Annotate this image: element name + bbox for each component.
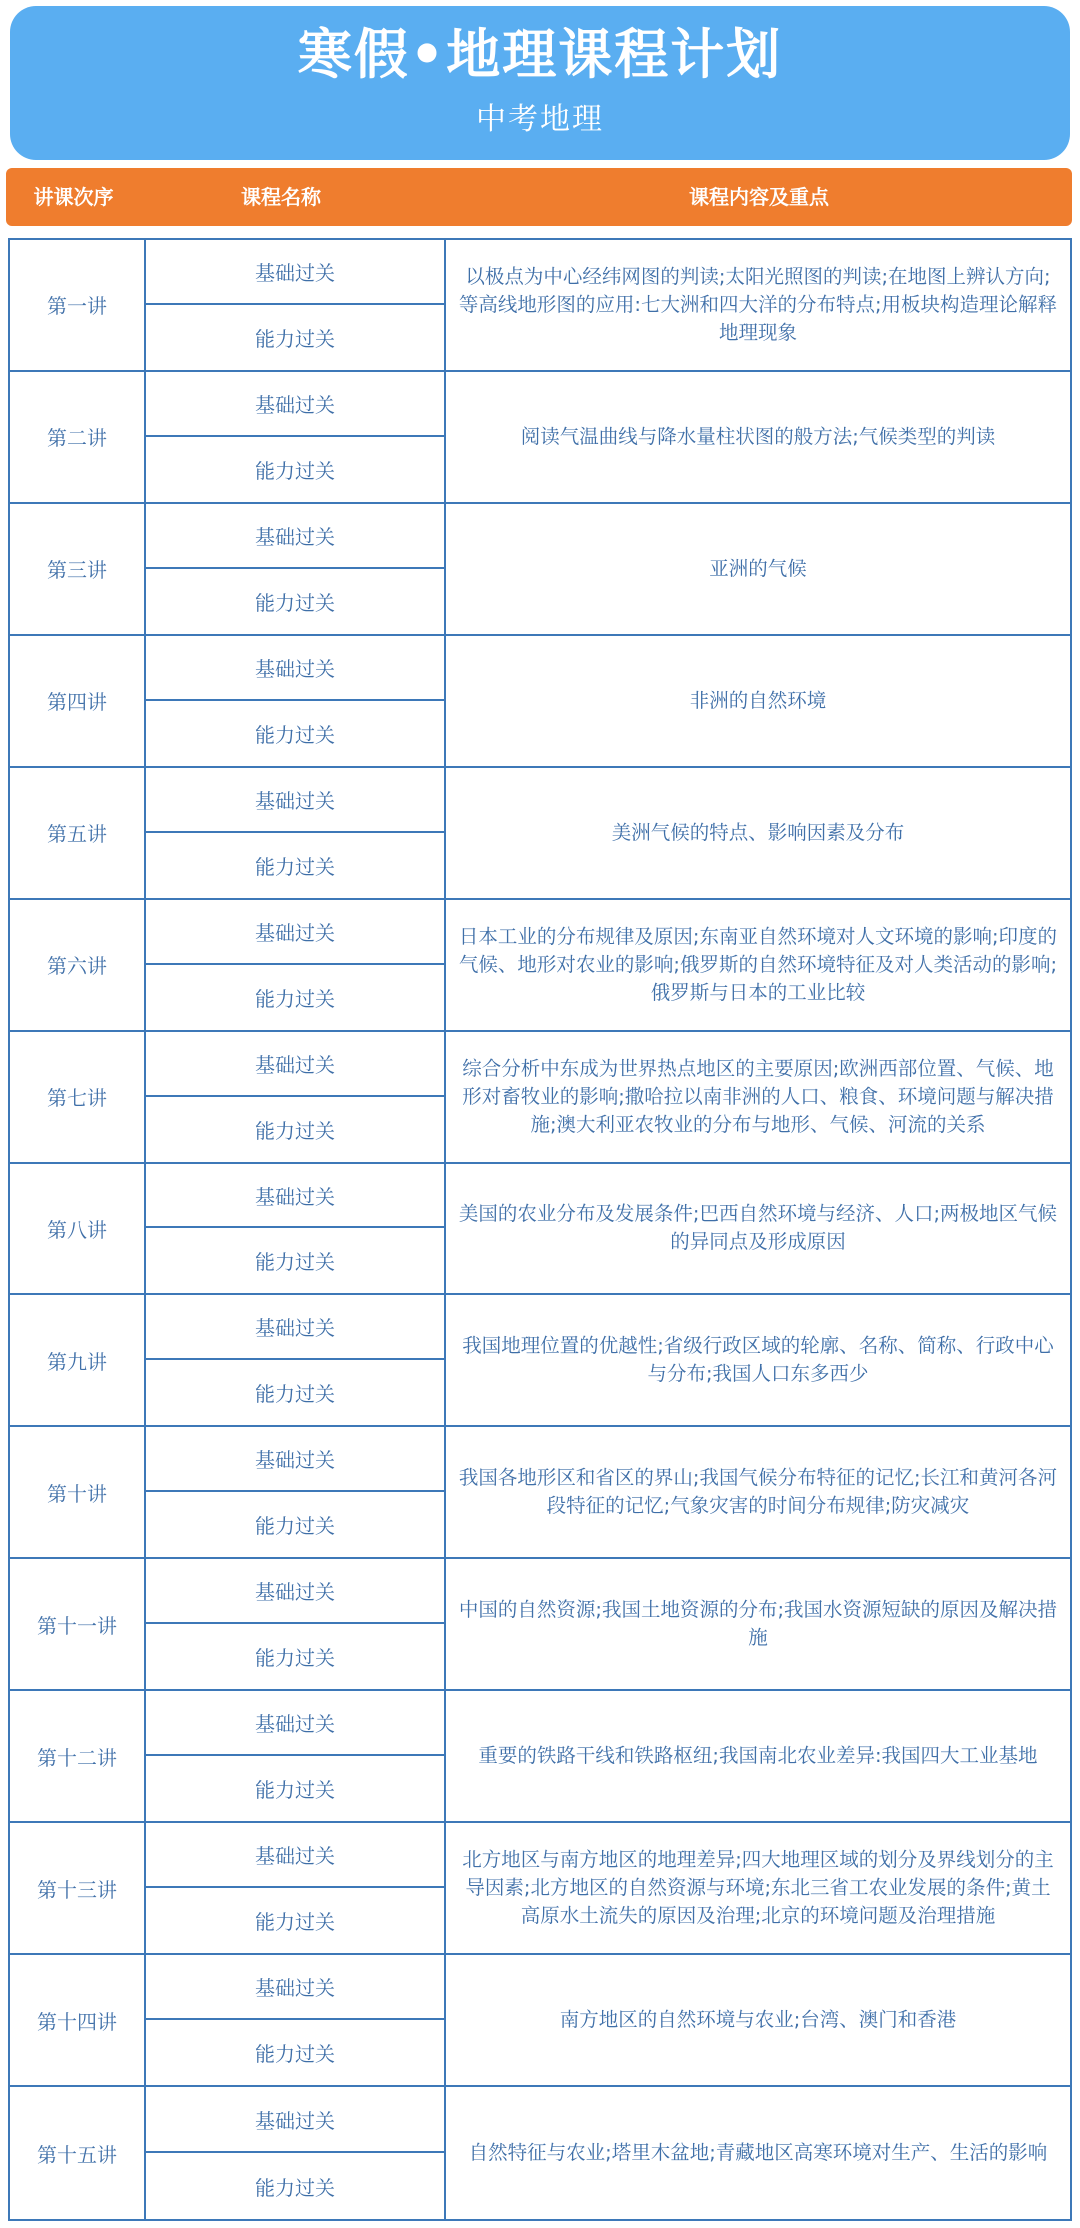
course-name-cell <box>146 1032 446 1162</box>
course-name-cell <box>146 1691 446 1821</box>
table-row <box>10 372 1070 504</box>
lesson-order-cell <box>10 1295 146 1425</box>
title-banner <box>10 6 1070 160</box>
course-content-text: 综合分析中东成为世界热点地区的主要原因;欧洲西部位置、气候、地形对畜牧业的影响;撒哈拉以南非洲的人口、粮食、环境问题与解决措施;澳大利亚农牧业的分布与地形、气候、河流的关系 <box>462 1056 1054 1136</box>
ability-level-label: 能力过关 <box>255 458 335 483</box>
basic-level-label: 基础过关 <box>146 768 444 833</box>
lesson-order-cell <box>10 1955 146 2085</box>
course-content-cell <box>446 1164 1070 1294</box>
table-row <box>10 1691 1070 1823</box>
lesson-order-label: 第十四讲 <box>37 2009 117 2034</box>
lesson-order-label: 第十五讲 <box>37 2142 117 2167</box>
course-content-text: 非洲的自然环境 <box>689 688 827 712</box>
table-row <box>10 1823 1070 1955</box>
lesson-order-label: 第四讲 <box>47 690 107 715</box>
lesson-order-cell <box>10 636 146 766</box>
course-content-text: 重要的铁路干线和铁路枢纽;我国南北农业差异:我国四大工业基地 <box>478 1744 1038 1768</box>
course-content-text: 美洲气候的特点、影响因素及分布 <box>611 820 905 844</box>
table-row <box>10 1559 1070 1691</box>
course-name-cell <box>146 1559 446 1689</box>
course-name-cell <box>146 1823 446 1953</box>
course-content-text: 以极点为中心经纬网图的判读;太阳光照图的判读;在地图上辨认方向;等高线地形图的应用:七大洲和四大洋的分布特点;用板块构造理论解释地理现象 <box>458 264 1058 344</box>
basic-level-label: 基础过关 <box>146 1427 444 1492</box>
basic-level-label: 基础过关 <box>146 1295 444 1360</box>
ability-level-label: 能力过关 <box>255 1910 335 1935</box>
ability-level-label: 能力过关 <box>255 326 335 351</box>
course-table <box>8 238 1072 2221</box>
course-content-text: 日本工业的分布规律及原因;东南亚自然环境对人文环境的影响;印度的气候、地形对农业的影响;俄罗斯的自然环境特征及对人类活动的影响;俄罗斯与日本的工业比较 <box>458 924 1058 1004</box>
ability-level-label: 能力过关 <box>255 2175 335 2200</box>
ability-level-label: 能力过关 <box>255 722 335 747</box>
lesson-order-cell <box>10 372 146 502</box>
table-row <box>10 768 1070 900</box>
course-content-cell <box>446 1691 1070 1821</box>
course-content-text: 我国各地形区和省区的界山;我国气候分布特征的记忆;长江和黄河各河段特征的记忆;气象灾害的时间分布规律;防灾减灾 <box>458 1466 1058 1518</box>
table-row <box>10 240 1070 372</box>
course-name-cell <box>146 636 446 766</box>
basic-level-label: 基础过关 <box>146 372 444 437</box>
course-name-cell <box>146 240 446 370</box>
course-name-cell <box>146 1164 446 1294</box>
lesson-order-cell <box>10 1691 146 1821</box>
course-content-cell <box>446 2087 1070 2219</box>
basic-level-label: 基础过关 <box>146 1955 444 2020</box>
lesson-order-cell <box>10 240 146 370</box>
lesson-order-label: 第十一讲 <box>37 1613 117 1638</box>
table-row <box>10 504 1070 636</box>
course-name-cell <box>146 768 446 898</box>
lesson-order-label: 第五讲 <box>47 822 107 847</box>
course-name-cell <box>146 1427 446 1557</box>
table-row <box>10 2087 1070 2219</box>
ability-level-label: 能力过关 <box>255 854 335 879</box>
lesson-order-cell <box>10 768 146 898</box>
lesson-order-cell <box>10 1427 146 1557</box>
course-content-cell <box>446 1295 1070 1425</box>
basic-level-label: 基础过关 <box>146 1164 444 1229</box>
basic-level-label: 基础过关 <box>146 1823 444 1888</box>
course-content-cell <box>446 1032 1070 1162</box>
table-header <box>6 168 1072 226</box>
ability-level-label: 能力过关 <box>255 2042 335 2067</box>
lesson-order-cell <box>10 2087 146 2219</box>
course-name-cell <box>146 1955 446 2085</box>
table-row <box>10 1032 1070 1164</box>
basic-level-label: 基础过关 <box>146 240 444 305</box>
ability-level-label: 能力过关 <box>255 1778 335 1803</box>
basic-level-label: 基础过关 <box>146 1691 444 1756</box>
course-content-cell <box>446 1559 1070 1689</box>
ability-level-label: 能力过关 <box>255 590 335 615</box>
basic-level-label: 基础过关 <box>146 900 444 965</box>
course-content-cell <box>446 1427 1070 1557</box>
lesson-order-cell <box>10 1823 146 1953</box>
page-subtitle: 中考地理 <box>476 102 604 137</box>
page-title: 寒假•地理课程计划 <box>297 23 783 86</box>
lesson-order-label: 第二讲 <box>47 426 107 451</box>
lesson-order-label: 第十讲 <box>47 1481 107 1506</box>
lesson-order-label: 第七讲 <box>47 1086 107 1111</box>
header-course-name: 课程名称 <box>241 185 321 209</box>
course-content-cell <box>446 636 1070 766</box>
ability-level-label: 能力过关 <box>255 1514 335 1539</box>
table-row <box>10 1164 1070 1296</box>
ability-level-label: 能力过关 <box>255 1382 335 1407</box>
lesson-order-cell <box>10 1032 146 1162</box>
lesson-order-label: 第十二讲 <box>37 1745 117 1770</box>
lesson-order-cell <box>10 1164 146 1294</box>
course-content-text: 自然特征与农业;塔里木盆地;青藏地区高寒环境对生产、生活的影响 <box>468 2141 1048 2165</box>
course-name-cell <box>146 2087 446 2219</box>
lesson-order-label: 第九讲 <box>47 1349 107 1374</box>
lesson-order-cell <box>10 1559 146 1689</box>
course-content-cell <box>446 504 1070 634</box>
course-content-cell <box>446 372 1070 502</box>
table-row <box>10 1955 1070 2087</box>
course-content-text: 北方地区与南方地区的地理差异;四大地理区域的划分及界线划分的主导因素;北方地区的自然资源与环境;东北三省工农业发展的条件;黄土高原水土流失的原因及治理;北京的环境问题及治理措施 <box>462 1848 1054 1928</box>
basic-level-label: 基础过关 <box>146 1032 444 1097</box>
table-row <box>10 636 1070 768</box>
table-row <box>10 900 1070 1032</box>
ability-level-label: 能力过关 <box>255 986 335 1011</box>
lesson-order-label: 第十三讲 <box>37 1877 117 1902</box>
course-content-cell <box>446 1823 1070 1953</box>
course-content-text: 中国的自然资源;我国土地资源的分布;我国水资源短缺的原因及解决措施 <box>458 1598 1058 1650</box>
header-lesson-order: 讲课次序 <box>33 185 114 209</box>
course-content-text: 我国地理位置的优越性;省级行政区域的轮廓、名称、简称、行政中心与分布;我国人口东多西少 <box>462 1334 1054 1386</box>
lesson-order-cell <box>10 504 146 634</box>
basic-level-label: 基础过关 <box>146 504 444 569</box>
course-name-cell <box>146 900 446 1030</box>
course-content-text: 亚洲的气候 <box>709 556 807 580</box>
lesson-order-label: 第八讲 <box>47 1217 107 1242</box>
course-content-cell <box>446 900 1070 1030</box>
basic-level-label: 基础过关 <box>146 1559 444 1624</box>
table-row <box>10 1427 1070 1559</box>
basic-level-label: 基础过关 <box>146 2087 444 2153</box>
lesson-order-label: 第六讲 <box>47 954 107 979</box>
table-row <box>10 1295 1070 1427</box>
ability-level-label: 能力过关 <box>255 1118 335 1143</box>
lesson-order-cell <box>10 900 146 1030</box>
course-name-cell <box>146 1295 446 1425</box>
course-name-cell <box>146 372 446 502</box>
course-content-cell <box>446 1955 1070 2085</box>
lesson-order-label: 第一讲 <box>47 294 107 319</box>
course-content-text: 美国的农业分布及发展条件;巴西自然环境与经济、人口;两极地区气候的异同点及形成原因 <box>458 1202 1058 1254</box>
lesson-order-label: 第三讲 <box>47 558 107 583</box>
basic-level-label: 基础过关 <box>146 636 444 701</box>
course-content-cell <box>446 240 1070 370</box>
course-content-text: 南方地区的自然环境与农业;台湾、澳门和香港 <box>559 2008 957 2032</box>
course-name-cell <box>146 504 446 634</box>
course-content-cell <box>446 768 1070 898</box>
course-content-text: 阅读气温曲线与降水量柱状图的般方法;气候类型的判读 <box>520 424 996 448</box>
ability-level-label: 能力过关 <box>255 1250 335 1275</box>
header-course-content: 课程内容及重点 <box>689 185 829 209</box>
ability-level-label: 能力过关 <box>255 1646 335 1671</box>
